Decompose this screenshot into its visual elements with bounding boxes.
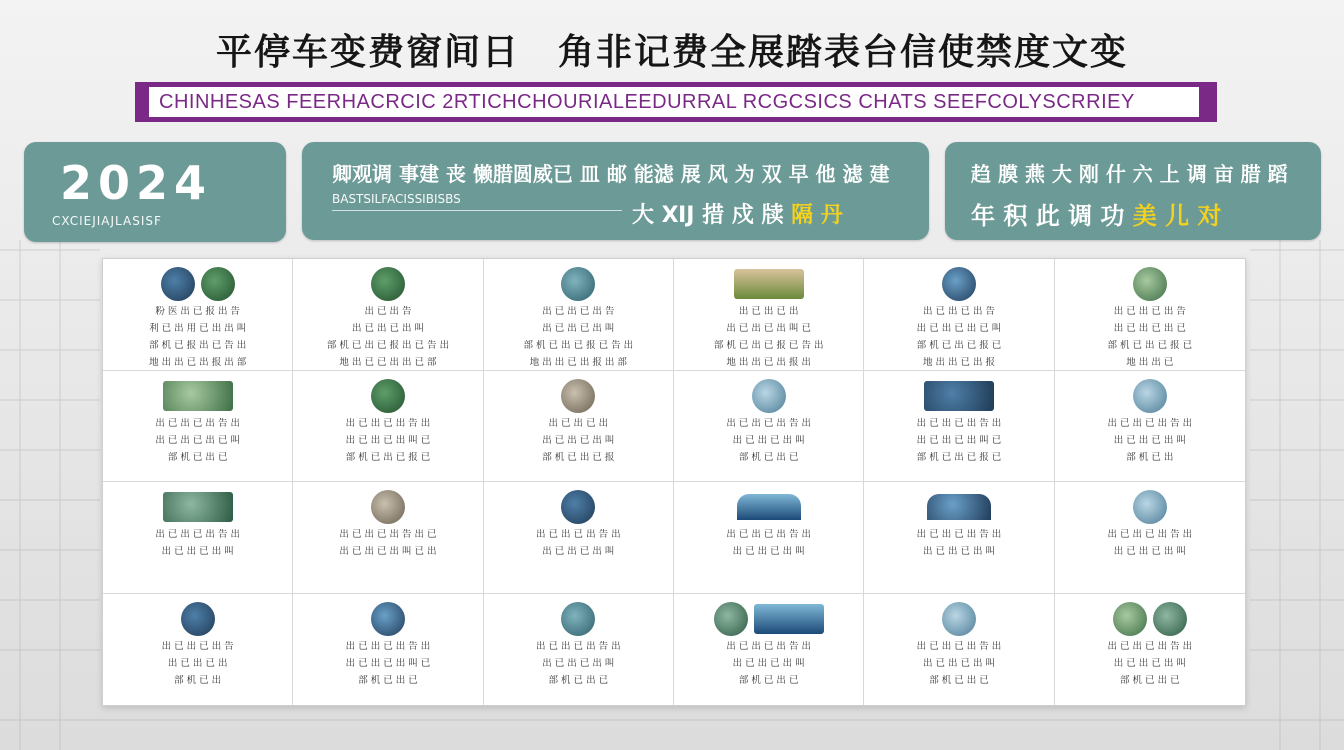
cell-thumbnails	[299, 379, 476, 413]
grid-cell	[484, 594, 674, 706]
year-subtitle: CXCIEJIAJLASISF	[52, 214, 162, 228]
cell-text-line: 部 机 已 出 已	[929, 674, 989, 686]
grid-cell	[103, 371, 293, 483]
cell-text-line: 出 已 出 已 出	[548, 417, 609, 429]
cell-text-line: 出 已 出 已 出 叫 已	[345, 434, 431, 446]
cell-text-line: 粉 医 出 已 报 出 告	[155, 306, 240, 317]
thumbnail-image	[561, 490, 595, 524]
cell-text-line: 部 机 已 出 已	[738, 451, 799, 463]
cell-text-line: 出 已 出 已 出 已	[1113, 323, 1186, 334]
cell-text-line: 部 机 已 出 已	[1120, 674, 1180, 686]
cell-text-line: 部 机 已 报 出 已 告 出	[149, 340, 247, 351]
thumbnail-image	[371, 267, 405, 301]
thumbnail-image	[371, 379, 405, 413]
cell-thumbnails	[1061, 379, 1239, 413]
cell-text-line: 出 已 出 已 出 告 出	[155, 417, 240, 429]
cell-text-line: 出 已 出 已 出 告 出	[155, 529, 240, 540]
thumbnail-image	[942, 267, 976, 301]
middle-line-2: BASTSILFACISSIBISBS	[332, 192, 461, 206]
middle-line-3	[632, 198, 843, 229]
thumbnail-image	[371, 490, 405, 524]
cell-text-line: 部 机 已 出 已 报 已 告 出	[523, 340, 634, 351]
cell-text-line: 地 出 出 已 出 报 出 部	[149, 357, 247, 368]
grid-cell	[674, 371, 864, 483]
cell-text-line: 地 出 出 已	[1126, 357, 1174, 368]
cell-text-line: 出 已 出 已 出 告 出	[726, 417, 811, 429]
cell-text-line: 部 机 已 出 已	[548, 674, 609, 686]
cell-text-line: 出 已 出 已 出 告 出	[345, 417, 431, 429]
thumbnail-image	[1113, 602, 1147, 636]
thumbnail-image	[737, 494, 801, 520]
cell-thumbnails	[490, 379, 667, 413]
cell-text-line: 部 机 已 出 已	[738, 674, 799, 686]
thumbnail-image	[924, 381, 994, 411]
cell-text-line: 部 机 已 出 已 报 已	[345, 451, 431, 463]
cell-text-line: 出 已 出 已 出 叫 已	[916, 434, 1002, 446]
cell-thumbnails	[870, 490, 1047, 524]
cell-text-line: 出 已 出 已 出 叫	[732, 434, 805, 446]
cell-text-line: 部 机 已 出 已 报 出 已 告 出	[326, 340, 450, 351]
cell-text-line: 地 出 出 已 出 报 出 部	[529, 357, 627, 368]
grid-cell	[674, 594, 864, 706]
grid-cell	[1055, 259, 1245, 371]
cell-text-line: 出 已 出 已 出 告	[542, 306, 615, 317]
cell-text-line: 出 已 出 已 出 告 出	[1107, 417, 1193, 429]
cell-text-line: 出 已 出 已 出 告 出	[916, 417, 1002, 429]
cell-thumbnails	[680, 490, 857, 524]
cell-thumbnails	[490, 267, 667, 301]
cell-thumbnails	[490, 602, 667, 636]
cell-text-line: 部 机 已 出	[1126, 451, 1174, 463]
cell-text-line: 出 已 出 已 出 告	[922, 306, 996, 317]
cell-thumbnails	[299, 602, 476, 636]
cell-text-line: 部 机 已 出 已	[358, 674, 418, 686]
cell-text-line: 部 机 已 出 已 报 已 告 出	[713, 340, 824, 351]
thumbnail-image	[163, 381, 233, 411]
cell-thumbnails	[490, 490, 667, 524]
cell-text-line: 出 已 出 已 出 叫	[161, 546, 234, 557]
thumbnail-image	[561, 379, 595, 413]
grid-cell	[484, 482, 674, 594]
cell-text-line: 部 机 已 出	[174, 674, 222, 686]
cell-text-line: 出 已 出 已 出	[738, 306, 799, 317]
cell-text-line: 出 已 出 已 出 叫	[922, 546, 996, 557]
grid-cell	[864, 371, 1054, 483]
middle-line-3-highlight: 隔 丹	[791, 203, 843, 228]
grid-cell	[1055, 482, 1245, 594]
grid-cell	[103, 594, 293, 706]
thumbnail-image	[734, 269, 804, 299]
thumbnail-image	[1133, 379, 1167, 413]
year-value: 2024	[60, 156, 213, 210]
grid-cell	[674, 259, 864, 371]
cell-text-line: 出 已 出 已 出 告 出	[1107, 529, 1193, 540]
cell-thumbnails	[680, 267, 857, 301]
cell-thumbnails	[680, 379, 857, 413]
cell-text-line: 出 已 出 已 出 叫 已	[345, 657, 431, 669]
cell-text-line: 部 机 已 出 已 报 已	[916, 340, 1002, 351]
cell-text-line: 出 已 出 已 出 叫	[1113, 434, 1186, 446]
grid-cell	[293, 259, 483, 371]
cell-thumbnails	[299, 267, 476, 301]
cell-text-line: 出 已 出 已 出 告 出	[726, 529, 811, 540]
cell-thumbnails	[109, 267, 286, 301]
cell-text-line: 出 已 出 已 出 告 出	[916, 529, 1002, 540]
grid-cell	[1055, 594, 1245, 706]
cell-text-line: 部 机 已 出 已 报 已	[1107, 340, 1193, 351]
thumbnail-image	[927, 494, 991, 520]
thumbnail-image	[754, 604, 824, 634]
cell-thumbnails	[1061, 490, 1239, 524]
grid-cell	[484, 371, 674, 483]
thumbnail-image	[1153, 602, 1187, 636]
grid-cell	[674, 482, 864, 594]
info-panel-middle	[302, 142, 929, 240]
title-part-2: 角非记费全展踏表台信使禁度文变	[558, 31, 1129, 73]
thumbnail-image	[561, 602, 595, 636]
grid-cell	[484, 259, 674, 371]
thumbnail-image	[942, 602, 976, 636]
subtitle-banner	[135, 82, 1217, 122]
cell-text-line: 地 出 出 已 出 报 出	[726, 357, 811, 368]
cell-thumbnails	[870, 267, 1047, 301]
cell-text-line: 出 已 出 已 出 告	[1113, 306, 1186, 317]
cell-text-line: 出 已 出 已 出 告 出	[916, 640, 1002, 652]
cell-text-line: 出 已 出 已 出 叫	[922, 657, 996, 669]
cell-text-line: 出 已 出 已 出 告 出	[345, 640, 431, 652]
thumbnail-image	[163, 492, 233, 522]
cell-text-line: 出 已 出 已 出 叫 已	[726, 323, 811, 334]
grid-cell	[1055, 371, 1245, 483]
year-panel	[24, 142, 286, 242]
middle-line-1: 卿观调 事建 丧 懒腊圆威已 皿 邮 能滤 展 风 为 双 早 他 滤 建	[332, 162, 890, 186]
cell-thumbnails	[1061, 267, 1239, 301]
cell-text-line: 出 已 出 已 出 告	[161, 640, 234, 652]
cell-text-line: 出 已 出 已 出 叫	[1113, 546, 1186, 557]
grid-cell	[103, 482, 293, 594]
cell-text-line: 出 已 出 告	[364, 306, 412, 317]
cell-text-line: 出 已 出 已 出 告 出	[726, 640, 811, 652]
right-line-1: 趋 膜 燕 大 刚 什 六 上 调 亩 腊 蹈	[971, 162, 1288, 186]
cell-text-line: 出 已 出 已 出 已 叫	[916, 323, 1002, 334]
grid-cell	[293, 482, 483, 594]
cell-text-line: 出 已 出 已 出 已 叫	[155, 434, 240, 446]
thumbnail-image	[181, 602, 215, 636]
cell-text-line: 出 已 出 已 出	[167, 657, 228, 669]
cell-text-line: 地 出 出 已 出 报	[922, 357, 996, 368]
thumbnail-image	[161, 267, 195, 301]
cell-thumbnails	[109, 490, 286, 524]
right-line-2-highlight: 美 儿 对	[1132, 202, 1222, 230]
middle-divider	[332, 210, 622, 211]
cell-thumbnails	[680, 602, 857, 636]
cell-text-line: 出 已 出 已 出 告 出	[536, 529, 621, 540]
cell-thumbnails	[870, 602, 1047, 636]
thumbnail-image	[371, 602, 405, 636]
thumbnail-image	[1133, 490, 1167, 524]
thumbnail-image	[1133, 267, 1167, 301]
cell-text-line: 部 机 已 出 已	[167, 451, 228, 463]
cell-text-line: 出 已 出 已 出 叫	[542, 657, 615, 669]
grid-cell	[293, 371, 483, 483]
grid-cell	[103, 259, 293, 371]
cell-text-line: 利 已 出 用 已 出 出 叫	[149, 323, 247, 334]
cell-text-line: 出 已 出 已 出 叫	[1113, 657, 1186, 669]
cell-thumbnails	[870, 379, 1047, 413]
cell-text-line: 部 机 已 出 已 报 已	[916, 451, 1002, 463]
grid-cell	[864, 594, 1054, 706]
schedule-grid	[102, 258, 1246, 706]
cell-text-line: 出 已 出 已 出 叫	[542, 546, 615, 557]
grid-cell	[293, 594, 483, 706]
cell-text-line: 出 已 出 已 出 叫	[351, 323, 425, 334]
cell-text-line: 地 出 已 已 出 出 已 部	[339, 357, 437, 368]
thumbnail-image	[201, 267, 235, 301]
cell-text-line: 部 机 已 出 已 报	[542, 451, 615, 463]
cell-thumbnails	[1061, 602, 1239, 636]
cell-text-line: 出 已 出 已 出 告 出	[536, 640, 621, 652]
grid-cell	[864, 259, 1054, 371]
cell-thumbnails	[109, 602, 286, 636]
cell-thumbnails	[299, 490, 476, 524]
grid-cell	[864, 482, 1054, 594]
thumbnail-image	[714, 602, 748, 636]
page-title	[0, 24, 1344, 75]
thumbnail-image	[752, 379, 786, 413]
cell-text-line: 出 已 出 已 出 告 出	[1107, 640, 1193, 652]
cell-text-line: 出 已 出 已 出 叫	[732, 546, 805, 557]
thumbnail-image	[561, 267, 595, 301]
cell-text-line: 出 已 出 已 出 告 出 已	[339, 529, 437, 540]
banner-text: CHINHESAS FEERHACRCIC 2RTICHCHOURIALEEDURRAL RCGCSICS CHATS SEEFCOLYSCRRIEY	[149, 87, 1199, 117]
cell-text-line: 出 已 出 已 出 叫	[542, 434, 615, 446]
right-line-2-prefix: 年 积 此 调 功	[971, 202, 1125, 230]
cell-thumbnails	[109, 379, 286, 413]
middle-line-3-prefix: 大 ⅪJ 措 戍 牍	[632, 203, 784, 228]
info-panel-right	[945, 142, 1321, 240]
right-line-2	[971, 196, 1222, 231]
cell-text-line: 出 已 出 已 出 叫 已 出	[339, 546, 437, 557]
title-part-1: 平停车变费窗间日	[215, 31, 520, 73]
cell-text-line: 出 已 出 已 出 叫	[542, 323, 615, 334]
cell-text-line: 出 已 出 已 出 叫	[732, 657, 805, 669]
